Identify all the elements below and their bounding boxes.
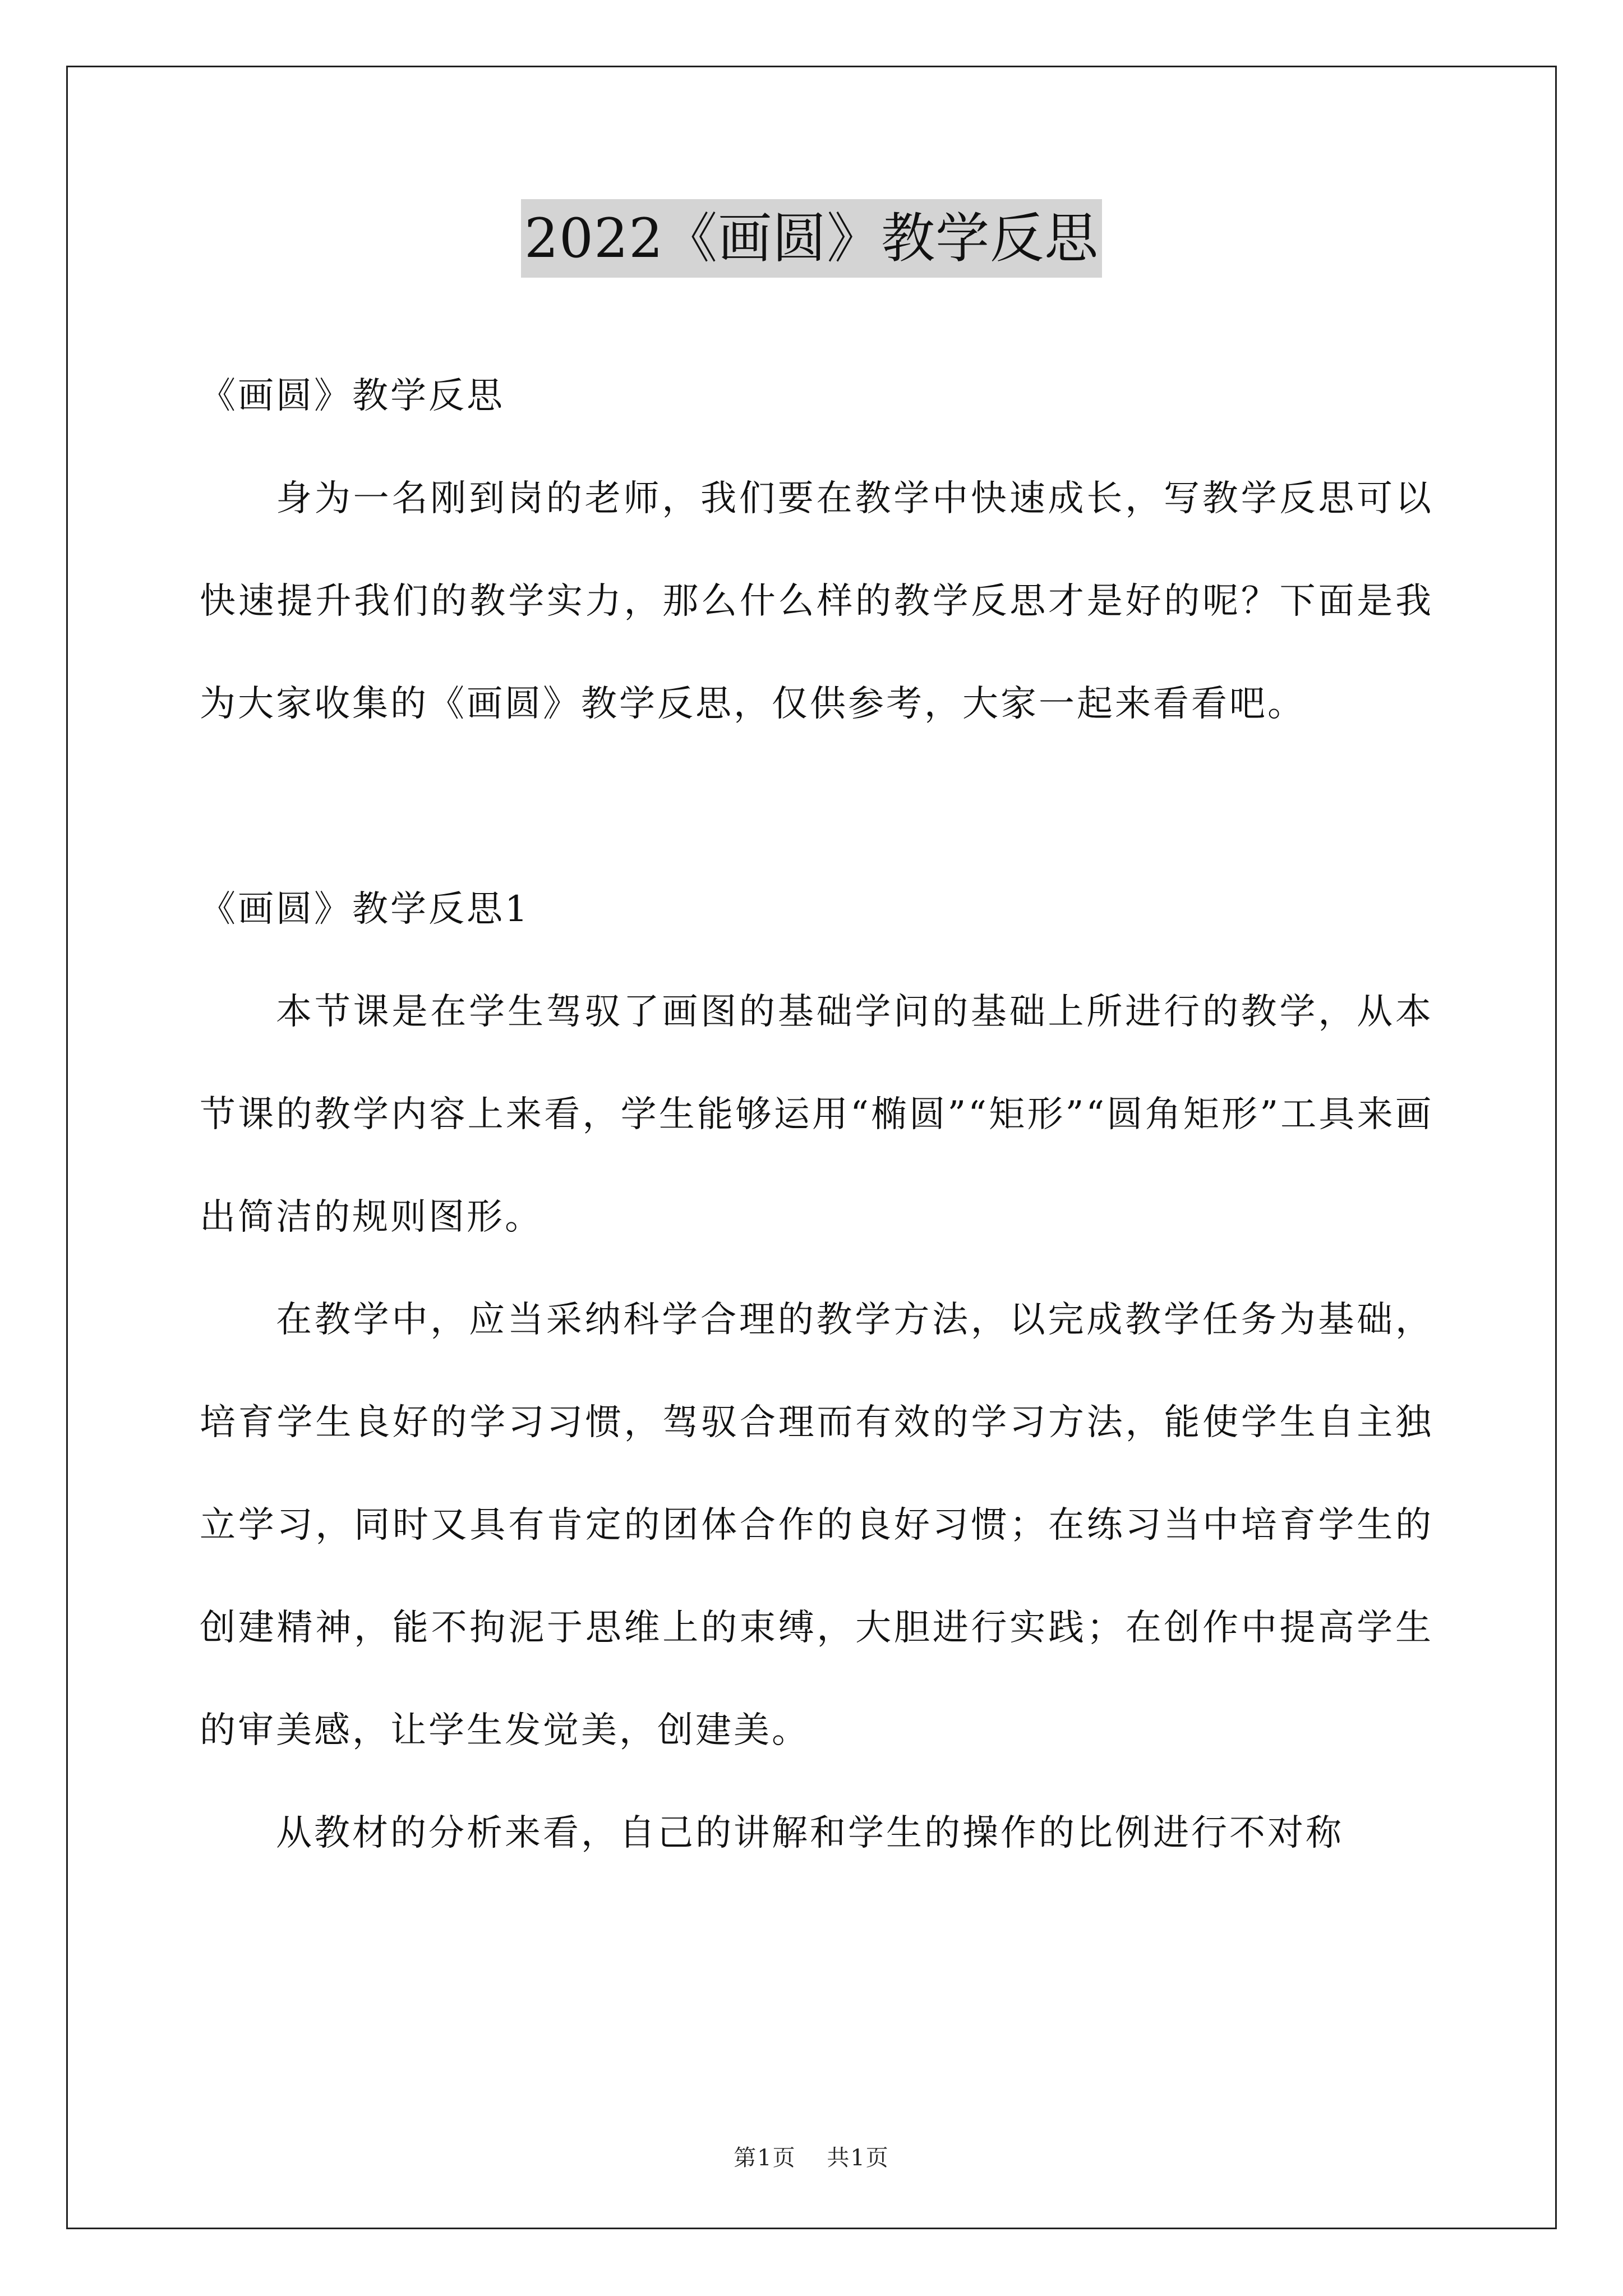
title-container bbox=[0, 199, 1623, 278]
section-spacer bbox=[200, 756, 1433, 858]
intro-heading: 《画圆》教学反思 bbox=[200, 375, 505, 417]
document-body bbox=[200, 345, 1433, 1885]
document-title: 2022《画圆》教学反思 bbox=[521, 199, 1102, 278]
intro-paragraph: 身为一名刚到岗的老师，我们要在教学中快速成长，写教学反思可以快速提升我们的教学实力，那么什么样的教学反思才是好的呢？下面是我为大家收集的《画圆》教学反思，仅供参考，大家一起来看看吧。 bbox=[200, 478, 1433, 725]
section1-paragraph-3: 从教材的分析来看，自己的讲解和学生的操作的比例进行不对称 bbox=[276, 1812, 1344, 1854]
page-number-current: 第1页 bbox=[734, 2145, 796, 2171]
section1-paragraph-1: 本节课是在学生驾驭了画图的基础学问的基础上所进行的教学，从本节课的教学内容上来看，学生能够运用“椭圆”“矩形”“圆角矩形”工具来画出简洁的规则图形。 bbox=[200, 991, 1433, 1238]
section1-heading: 《画圆》教学反思1 bbox=[200, 889, 530, 930]
page-footer bbox=[0, 2140, 1623, 2172]
page-number-total: 共1页 bbox=[827, 2145, 889, 2171]
section1-paragraph-2: 在教学中，应当采纳科学合理的教学方法，以完成教学任务为基础，培育学生良好的学习习惯，驾驭合理而有效的学习方法，能使学生自主独立学习，同时又具有肯定的团体合作的良好习惯；在练习当中培育学生的创建精神，能不拘泥于思维上的束缚，大胆进行实践；在创作中提高学生的审美感，让学生发觉美，创建美。 bbox=[200, 1299, 1433, 1751]
